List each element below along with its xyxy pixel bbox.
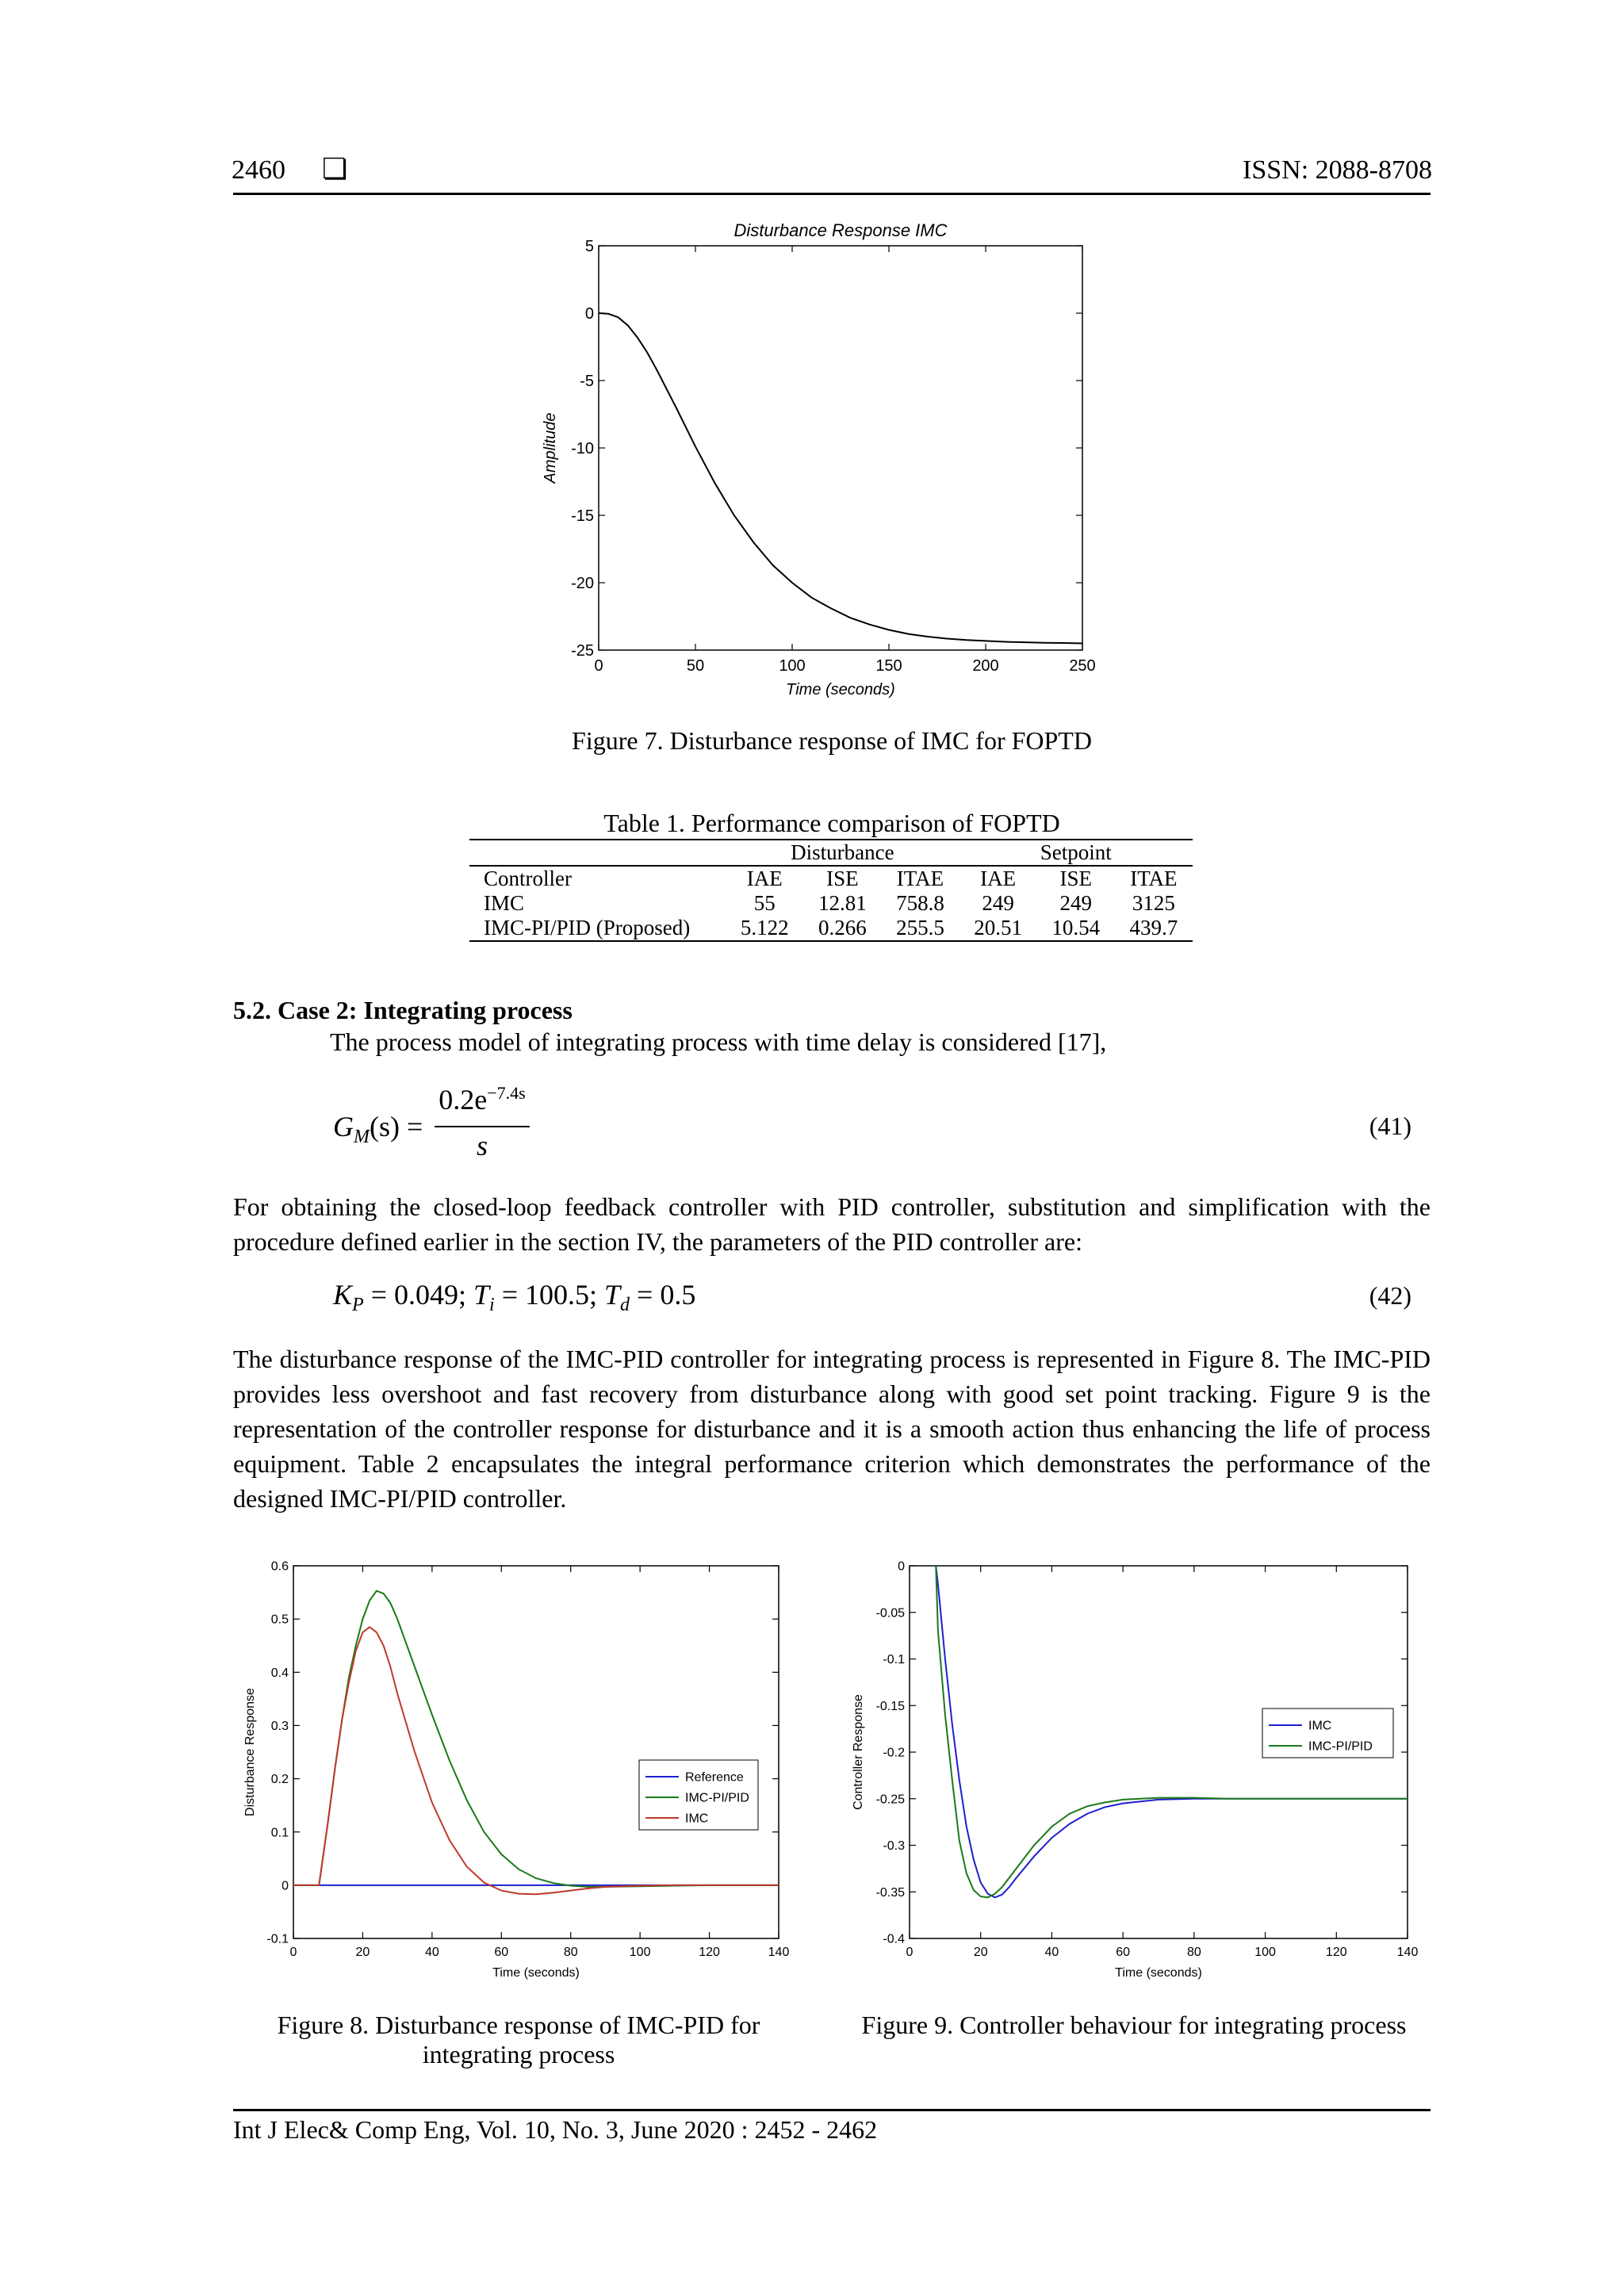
y-tick-label: 0.2 bbox=[270, 1773, 289, 1787]
x-tick-label: 80 bbox=[1186, 1946, 1201, 1959]
equation-42-number: (42) bbox=[1369, 1281, 1411, 1310]
table-cell: 249 bbox=[982, 891, 1014, 915]
group-header-setpoint: Setpoint bbox=[1040, 840, 1112, 864]
eq42-kp: K bbox=[333, 1279, 353, 1311]
y-tick-label: -10 bbox=[571, 440, 594, 457]
y-tick-label: -15 bbox=[571, 507, 594, 525]
x-axis-label: Time (seconds) bbox=[786, 681, 895, 698]
x-tick-label: 40 bbox=[424, 1946, 439, 1959]
paragraph-pid-parameters: For obtaining the closed-loop feedback controller with PID controller, substitution and simplification with the procedure defined earlier in the section IV, the parameters of the PID controller are: bbox=[233, 1192, 1431, 1256]
plot-frame bbox=[293, 1566, 779, 1938]
x-tick-label: 100 bbox=[629, 1946, 651, 1959]
table-cell: IMC-PI/PID (Proposed) bbox=[484, 916, 691, 939]
x-tick-label: 0 bbox=[906, 1946, 914, 1959]
chart-title: Disturbance Response IMC bbox=[733, 220, 948, 240]
table-cell: 5.122 bbox=[740, 916, 789, 939]
table-cell: 439.7 bbox=[1129, 916, 1178, 939]
figure8-caption-line2: integrating process bbox=[422, 2040, 615, 2068]
y-tick-label: -0.4 bbox=[883, 1932, 905, 1946]
table1-grid bbox=[469, 840, 1193, 942]
page-number: 2460 bbox=[232, 155, 285, 185]
figure8-caption bbox=[233, 2011, 804, 2069]
table-cell: 0.266 bbox=[818, 916, 867, 939]
y-tick-label: 0 bbox=[898, 1559, 905, 1574]
y-tick-label: -0.2 bbox=[883, 1746, 905, 1760]
table-row bbox=[469, 891, 1193, 916]
equation-41-number: (41) bbox=[1369, 1112, 1411, 1140]
y-tick-label: 0.4 bbox=[270, 1666, 289, 1680]
equation-41-numerator bbox=[435, 1083, 530, 1116]
figure9-caption: Figure 9. Controller behaviour for integrating process bbox=[861, 2011, 1407, 2039]
fraction-bar bbox=[435, 1126, 530, 1127]
figure8-chart bbox=[238, 1550, 793, 1986]
header-rule bbox=[233, 193, 1431, 195]
table-cell: 55 bbox=[753, 891, 776, 915]
plot-frame bbox=[599, 246, 1082, 650]
x-tick-label: 40 bbox=[1044, 1946, 1059, 1959]
legend-label: IMC-PI/PID bbox=[685, 1791, 749, 1805]
x-tick-label: 200 bbox=[972, 657, 999, 675]
eq42-ti-sub: i bbox=[489, 1295, 495, 1316]
y-tick-label: -0.05 bbox=[875, 1606, 905, 1621]
table-header-cell: Controller bbox=[484, 867, 572, 890]
table1-title: Table 1. Performance comparison of FOPTD bbox=[603, 809, 1060, 837]
x-tick-label: 20 bbox=[355, 1946, 370, 1959]
section-intro: The process model of integrating process with time delay is considered [17], bbox=[330, 1027, 1107, 1056]
table-header-cell: IAE bbox=[746, 867, 783, 890]
legend-label: IMC-PI/PID bbox=[1308, 1739, 1373, 1754]
y-tick-label: 0.3 bbox=[270, 1720, 289, 1734]
y-tick-label: -25 bbox=[571, 642, 594, 660]
y-tick-label: 0.5 bbox=[270, 1613, 289, 1627]
table-cell: 249 bbox=[1059, 891, 1092, 915]
y-tick-label: 0.6 bbox=[270, 1559, 289, 1574]
y-tick-label: -0.1 bbox=[266, 1932, 289, 1946]
eq42-kp-val: = 0.049; bbox=[363, 1279, 473, 1311]
y-tick-label: -0.15 bbox=[875, 1699, 905, 1713]
table1-top-rule bbox=[469, 839, 1193, 840]
y-tick-label: -0.1 bbox=[883, 1653, 905, 1667]
table-header-cell: ITAE bbox=[1130, 867, 1178, 890]
x-axis-label: Time (seconds) bbox=[1115, 1966, 1202, 1980]
eq42-ti-val: = 100.5; bbox=[494, 1279, 605, 1311]
x-tick-label: 20 bbox=[973, 1946, 988, 1959]
equation-41-denominator: s bbox=[476, 1130, 488, 1161]
eq41-sub: M bbox=[354, 1127, 370, 1148]
eq42-td-val: = 0.5 bbox=[630, 1279, 696, 1311]
eq41-g: G bbox=[333, 1111, 354, 1142]
x-tick-label: 100 bbox=[1254, 1946, 1276, 1959]
eq42-td: T bbox=[604, 1279, 621, 1311]
eq42-ti: T bbox=[473, 1279, 490, 1311]
footer-citation: Int J Elec& Comp Eng, Vol. 10, No. 3, June 2020 : 2452 - 2462 bbox=[233, 2115, 878, 2144]
y-tick-label: 0 bbox=[584, 305, 594, 323]
table-cell: 758.8 bbox=[896, 891, 944, 915]
table-cell: 10.54 bbox=[1051, 916, 1101, 939]
x-tick-label: 140 bbox=[1396, 1946, 1419, 1959]
group-header-disturbance: Disturbance bbox=[791, 840, 894, 864]
y-axis-label: Controller Response bbox=[852, 1694, 865, 1810]
x-tick-label: 60 bbox=[1116, 1946, 1131, 1959]
footer-rule bbox=[233, 2109, 1431, 2111]
x-tick-label: 120 bbox=[699, 1946, 720, 1959]
section-heading: 5.2. Case 2: Integrating process bbox=[233, 996, 573, 1024]
table-header-cell: ISE bbox=[826, 867, 859, 890]
y-tick-label: -0.3 bbox=[883, 1839, 905, 1854]
legend-label: IMC bbox=[1308, 1719, 1332, 1733]
table1-group-row bbox=[469, 840, 1193, 866]
x-tick-label: 250 bbox=[1069, 657, 1096, 675]
y-axis-label: Disturbance Response bbox=[243, 1688, 257, 1816]
paragraph-disturbance-response: The disturbance response of the IMC-PID controller for integrating process is represented in Figure 8. The IMC-PID provides less overshoot and fast recovery from disturbance along with good set point tracking. Figure 9 is the representation of the controller response for disturbance and it is a smooth action thus enhancing the life of process equipment. Table 2 encapsulates the integral performance criterion which demonstrates the performance of the designed IMC-PI/PID controller. bbox=[233, 1345, 1431, 1513]
eq41-sup: −7.4s bbox=[487, 1083, 526, 1103]
legend-label: IMC bbox=[685, 1812, 709, 1826]
table-row bbox=[469, 916, 1193, 941]
table-header-cell: IAE bbox=[980, 867, 1017, 890]
x-tick-label: 140 bbox=[768, 1946, 790, 1959]
table-cell: 12.81 bbox=[818, 891, 867, 915]
table1 bbox=[469, 839, 1193, 942]
x-tick-label: 0 bbox=[594, 657, 603, 675]
equation-41-lhs bbox=[333, 1110, 423, 1148]
y-tick-label: -0.35 bbox=[875, 1885, 905, 1900]
eq41-num: 0.2e bbox=[439, 1084, 488, 1115]
table1-header-row bbox=[469, 866, 1193, 891]
figure8-caption-line1: Figure 8. Disturbance response of IMC-PID for bbox=[277, 2011, 760, 2039]
figure9-chart bbox=[842, 1550, 1421, 1986]
y-tick-label: -0.25 bbox=[875, 1793, 905, 1807]
table-header-cell: ISE bbox=[1059, 867, 1092, 890]
y-tick-label: 0 bbox=[282, 1879, 289, 1893]
table-cell: 3125 bbox=[1132, 891, 1175, 915]
table-cell: IMC bbox=[484, 891, 525, 915]
table-cell: 20.51 bbox=[974, 916, 1022, 939]
x-tick-label: 60 bbox=[494, 1946, 509, 1959]
eq42-kp-sub: P bbox=[352, 1295, 364, 1316]
y-tick-label: 0.1 bbox=[270, 1826, 289, 1840]
x-tick-label: 80 bbox=[563, 1946, 578, 1959]
figure7-chart bbox=[539, 206, 1110, 714]
y-tick-label: 5 bbox=[584, 238, 594, 255]
equation-42 bbox=[333, 1278, 695, 1316]
figure7-caption: Figure 7. Disturbance response of IMC for FOPTD bbox=[572, 726, 1092, 755]
x-tick-label: 0 bbox=[289, 1946, 297, 1959]
table-header-cell: ITAE bbox=[896, 867, 944, 890]
x-axis-label: Time (seconds) bbox=[492, 1966, 580, 1980]
issn-label: ISSN: 2088-8708 bbox=[1243, 155, 1432, 185]
x-tick-label: 120 bbox=[1325, 1946, 1347, 1959]
y-tick-label: -20 bbox=[571, 575, 594, 592]
legend-label: Reference bbox=[685, 1770, 744, 1785]
y-axis-label: Amplitude bbox=[542, 412, 559, 484]
y-tick-label: -5 bbox=[580, 373, 594, 390]
x-tick-label: 100 bbox=[779, 657, 806, 675]
box-icon: ❏ bbox=[322, 153, 348, 185]
x-tick-label: 50 bbox=[686, 657, 705, 675]
eq41-arg: (s) = bbox=[370, 1111, 423, 1142]
x-tick-label: 150 bbox=[875, 657, 902, 675]
eq42-td-sub: d bbox=[620, 1295, 630, 1316]
table-cell: 255.5 bbox=[896, 916, 944, 939]
